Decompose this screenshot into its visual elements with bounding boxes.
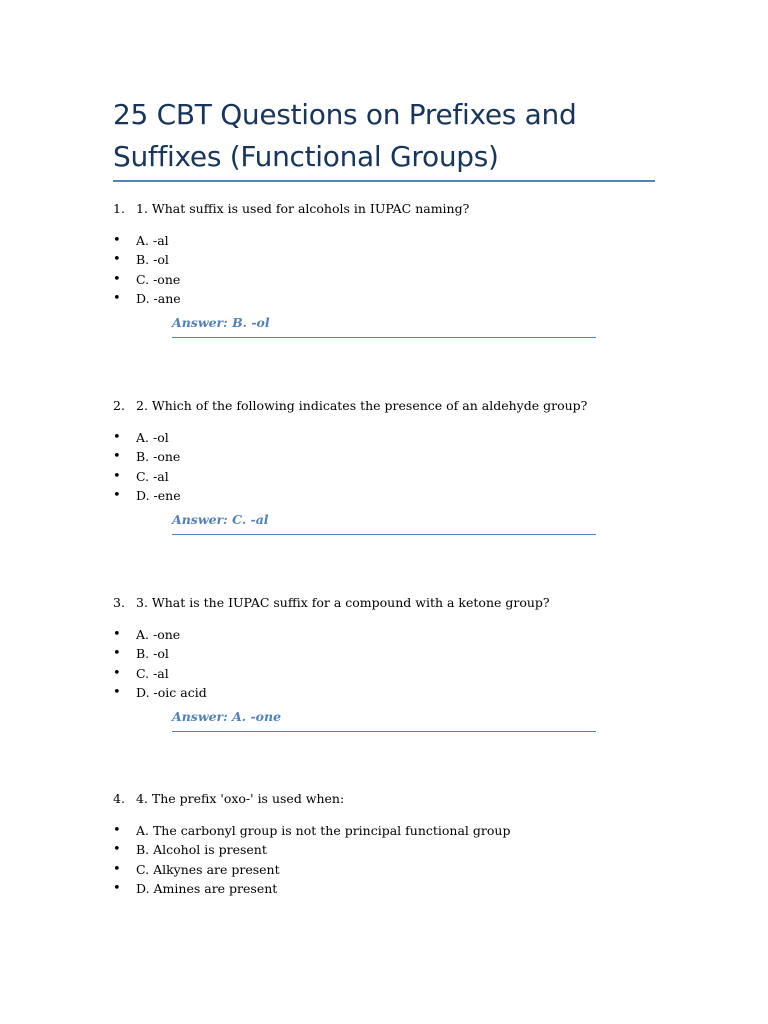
bullet-icon: •	[113, 430, 121, 445]
answer-block	[172, 314, 596, 338]
bullet-icon: •	[113, 880, 121, 896]
document-title	[113, 94, 673, 178]
question-text: 4. The prefix 'oxo-' is used when:	[136, 791, 345, 806]
option-text: D. -ene	[136, 487, 181, 503]
option-text: C. -al	[136, 665, 169, 681]
bullet-icon: •	[113, 861, 121, 877]
question-text: 3. What is the IUPAC suffix for a compound with a ketone group?	[136, 595, 550, 610]
question-line	[113, 200, 673, 218]
question-line	[113, 397, 673, 415]
bullet-icon: •	[113, 684, 121, 700]
bullet-icon: •	[113, 487, 121, 503]
document-title-line-2: Suffixes (Functional Groups)	[113, 140, 499, 173]
answer-text: Answer: B. -ol	[172, 315, 270, 330]
question-item	[113, 594, 673, 724]
bullet-icon: •	[113, 290, 121, 306]
answer-block	[172, 511, 596, 535]
bullet-icon: •	[113, 468, 121, 484]
answer-text: Answer: C. -al	[172, 512, 269, 527]
bullet-icon: •	[113, 271, 121, 287]
option-text: C. -one	[136, 271, 181, 287]
question-item	[113, 200, 673, 330]
question-text: 2. Which of the following indicates the presence of an aldehyde group?	[136, 398, 588, 413]
option-text: B. Alcohol is present	[136, 842, 267, 858]
option-text: A. -one	[136, 627, 181, 642]
option-text: D. Amines are present	[136, 880, 278, 896]
bullet-icon: •	[113, 665, 121, 681]
bullet-icon: •	[113, 823, 121, 838]
question-item	[113, 790, 673, 896]
question-number: 2.	[113, 398, 125, 413]
option-text: D. -oic acid	[136, 684, 207, 700]
bullet-icon: •	[113, 842, 121, 858]
question-line	[113, 790, 673, 808]
question-text: 1. What suffix is used for alcohols in IUPAC naming?	[136, 201, 470, 216]
option-text: A. -al	[136, 233, 169, 248]
question-number: 4.	[113, 791, 125, 806]
title-underline	[113, 180, 655, 182]
question-number: 1.	[113, 201, 125, 216]
option-text: D. -ane	[136, 290, 181, 306]
bullet-icon: •	[113, 627, 121, 642]
question-item	[113, 397, 673, 527]
question-number: 3.	[113, 595, 125, 610]
option-text: B. -ol	[136, 252, 169, 268]
document-title-line-1: 25 CBT Questions on Prefixes and	[113, 98, 577, 131]
option-text: B. -one	[136, 449, 181, 465]
option-text: A. The carbonyl group is not the principal functional group	[136, 823, 511, 838]
option-text: C. -al	[136, 468, 169, 484]
option-text: B. -ol	[136, 646, 169, 662]
answer-text: Answer: A. -one	[172, 709, 282, 724]
option-text: C. Alkynes are present	[136, 861, 280, 877]
answer-block	[172, 708, 596, 732]
bullet-icon: •	[113, 252, 121, 268]
bullet-icon: •	[113, 646, 121, 662]
bullet-icon: •	[113, 449, 121, 465]
question-line	[113, 594, 673, 612]
bullet-icon: •	[113, 233, 121, 248]
option-text: A. -ol	[136, 430, 169, 445]
